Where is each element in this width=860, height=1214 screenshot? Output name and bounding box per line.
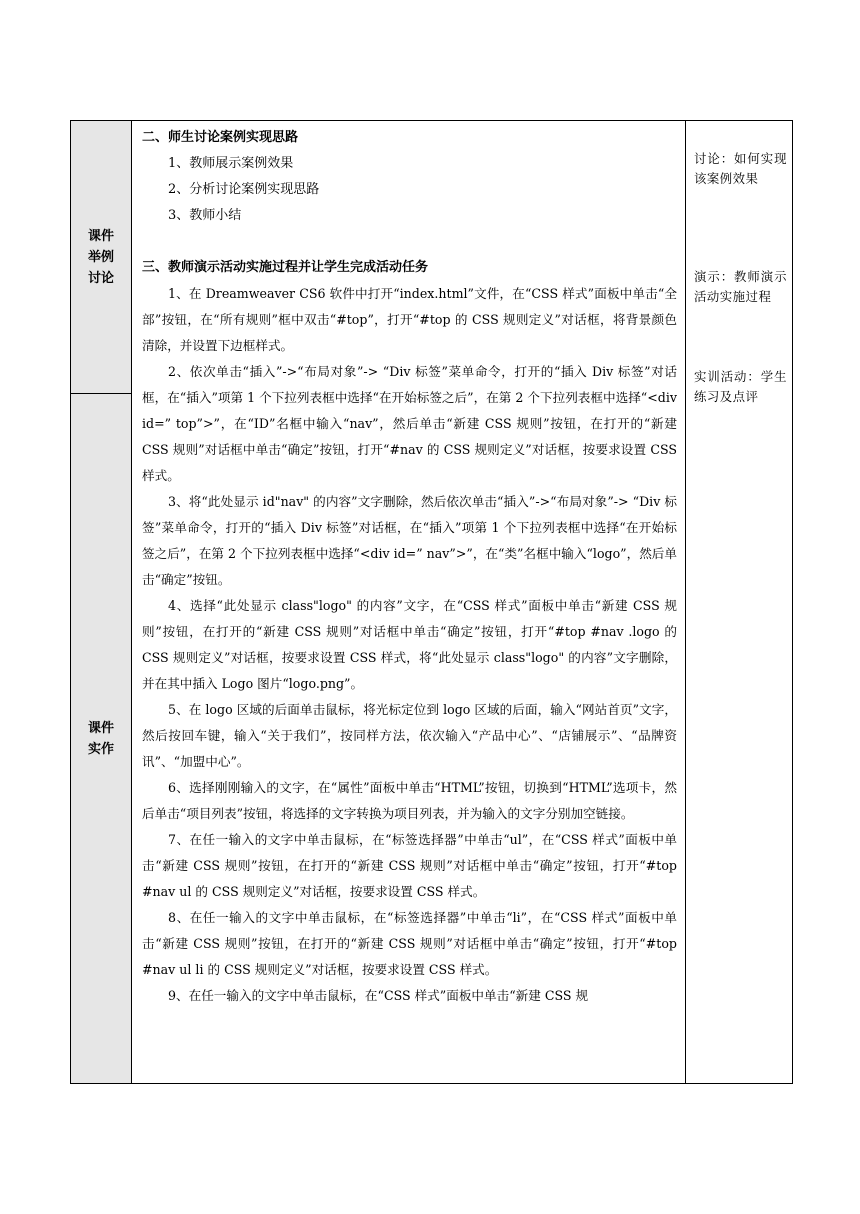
step-paragraph: 3、将“此处显示 id"nav" 的内容”文字删除，然后依次单击“插入”->“布局对象”-> “Div 标签”菜单命令，打开的“插入 Div 标签”对话框，在“插入”项第 1 个下拉列表框中选择“在开始标签之后”，在第 2 个下拉列表框中选择“<div id=” nav”>”，在“类”名框中输入“logo”，然后单击“确定”按钮。 <box>142 494 677 587</box>
table-row <box>71 121 793 257</box>
row-label-discussion: 课件 举例 讨论 <box>71 121 132 394</box>
step-paragraph: 9、在任一输入的文字中单击鼠标，在“CSS 样式”面板中单击“新建 CSS 规 <box>168 988 589 1003</box>
step-paragraph: 5、在 logo 区域的后面单击鼠标，将光标定位到 logo 区域的后面，输入“网站首页”文字，然后按回车键，输入“关于我们”，按同样方法，依次输入“产品中心”、“店铺展示”、“品牌资讯”、“加盟中心”。 <box>142 702 677 769</box>
step-paragraph: 7、在任一输入的文字中单击鼠标，在“标签选择器”中单击“ul”，在“CSS 样式”面板中单击“新建 CSS 规则”按钮，在打开的“新建 CSS 规则”对话框中单击“确定”按钮，打开“#top #nav ul 的 CSS 规则定义”对话框，按要求设置 CSS 样式。 <box>142 832 677 899</box>
step-paragraph: 2、依次单击“插入”->“布局对象”-> “Div 标签”菜单命令，打开的“插入 Div 标签”对话框，在“插入”项第 1 个下拉列表框中选择“在开始标签之后”，在第 2 个下拉列表框中选择“<div id=” top”>”，在“ID”名框中输入“nav”，然后单击“新建 CSS 规则”按钮，在打开的“新建 CSS 规则”对话框中单击“确定”按钮，打开“#nav 的 CSS 规则定义”对话框，按要求设置 CSS 样式。 <box>142 364 677 483</box>
note-practice: 实训活动：学生练习及点评 <box>694 369 787 404</box>
step-paragraph: 4、选择“此处显示 class"logo" 的内容”文字，在“CSS 样式”面板中单击“新建 CSS 规则”按钮，在打开的“新建 CSS 规则”对话框中单击“确定”按钮，打开“#top #nav .logo 的 CSS 规则定义”对话框，按要求设置 CSS 样式，将“此处显示 class"logo" 的内容”文字删除，并在其中插入 Logo 图片“logo.png”。 <box>142 598 677 691</box>
notes-cell <box>686 121 793 1084</box>
step-paragraph: 1、在 Dreamweaver CS6 软件中打开“index.html”文件，在“CSS 样式”面板中单击“全部”按钮，在“所有规则”框中双击“#top”，打开“#top 的 CSS 规则定义”对话框，将背景颜色清除，并设置下边框样式。 <box>142 286 677 353</box>
row-label-practice: 课件 实作 <box>71 394 132 1084</box>
lesson-plan-table <box>70 120 793 1084</box>
note-demo: 演示：教师演示活动实施过程 <box>694 269 787 304</box>
content-cell <box>132 121 686 1084</box>
step-paragraph: 8、在任一输入的文字中单击鼠标，在“标签选择器”中单击“li”，在“CSS 样式”面板中单击“新建 CSS 规则”按钮，在打开的“新建 CSS 规则”对话框中单击“确定”按钮，打开“#top #nav ul li 的 CSS 规则定义”对话框，按要求设置 CSS 样式。 <box>142 910 677 977</box>
list-item: 3、教师小结 <box>168 208 242 223</box>
step-paragraph: 6、选择刚刚输入的文字，在“属性”面板中单击“HTML”按钮，切换到“HTML”选项卡，然后单击“项目列表”按钮，将选择的文字转换为项目列表，并为输入的文字分别加空链接。 <box>142 780 677 821</box>
section-heading: 三、教师演示活动实施过程并让学生完成活动任务 <box>142 260 429 275</box>
list-item: 1、教师展示案例效果 <box>168 156 294 171</box>
list-item: 2、分析讨论案例实现思路 <box>168 182 320 197</box>
section-heading: 二、师生讨论案例实现思路 <box>142 130 299 145</box>
note-discussion: 讨论：如何实现该案例效果 <box>694 151 787 186</box>
